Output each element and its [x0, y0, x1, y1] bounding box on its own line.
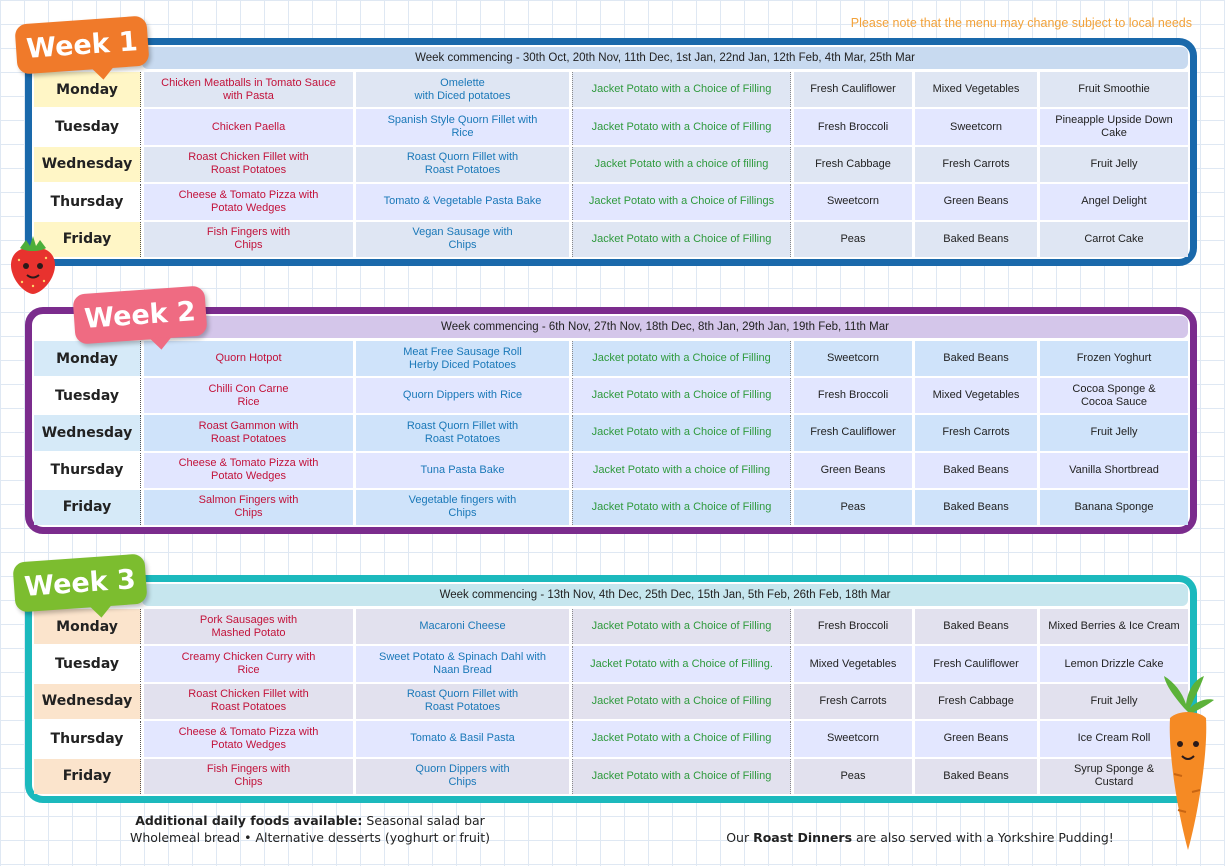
side-vegetable-cell: Fresh Carrots	[915, 415, 1037, 450]
vegetarian-meal-cell: Tomato & Vegetable Pasta Bake	[356, 184, 569, 219]
day-label: Monday	[34, 609, 141, 644]
day-label: Friday	[34, 759, 141, 794]
side-vegetable-cell: Baked Beans	[915, 453, 1037, 488]
carrot-icon	[1158, 674, 1216, 852]
additional-foods-note	[75, 812, 545, 846]
dessert-cell: Mixed Berries & Ice Cream	[1040, 609, 1188, 644]
week-2-menu	[25, 307, 1197, 534]
dessert-cell: Lemon Drizzle Cake	[1040, 646, 1188, 681]
side-vegetable-cell: Baked Beans	[915, 341, 1037, 376]
day-label: Thursday	[34, 184, 141, 219]
side-vegetable-cell: Baked Beans	[915, 490, 1037, 525]
week-3-commencing: Week commencing - 13th Nov, 4th Dec, 25th Dec, 15th Jan, 5th Feb, 26th Feb, 18th Mar	[142, 584, 1188, 606]
vegetable-cell: Fresh Broccoli	[794, 109, 912, 144]
jacket-potato-cell: Jacket Potato with a Choice of Fillings	[572, 184, 791, 219]
vegetable-cell: Fresh Cauliflower	[794, 415, 912, 450]
day-label: Monday	[34, 72, 141, 107]
week-2-grid	[34, 341, 1188, 525]
additional-foods-line2: Wholemeal bread • Alternative desserts (yoghurt or fruit)	[129, 830, 491, 845]
week-1-commencing: Week commencing - 30th Oct, 20th Nov, 11th Dec, 1st Jan, 22nd Jan, 12th Feb, 4th Mar, 25th Mar	[142, 47, 1188, 69]
day-label: Friday	[34, 490, 141, 525]
vegetarian-meal-cell: Roast Quorn Fillet with Roast Potatoes	[356, 147, 569, 182]
additional-foods-line1: Seasonal salad bar	[362, 813, 485, 828]
main-meal-cell: Chilli Con Carne Rice	[144, 378, 353, 413]
roast-note-prefix: Our	[726, 830, 754, 845]
dessert-cell: Fruit Jelly	[1040, 415, 1188, 450]
main-meal-cell: Roast Chicken Fillet with Roast Potatoes	[144, 147, 353, 182]
vegetable-cell: Fresh Broccoli	[794, 609, 912, 644]
main-meal-cell: Cheese & Tomato Pizza with Potato Wedges	[144, 721, 353, 756]
side-vegetable-cell: Baked Beans	[915, 222, 1037, 257]
main-meal-cell: Creamy Chicken Curry with Rice	[144, 646, 353, 681]
vegetable-cell: Fresh Cabbage	[794, 147, 912, 182]
vegetarian-meal-cell: Roast Quorn Fillet with Roast Potatoes	[356, 684, 569, 719]
week-3-menu	[25, 575, 1197, 803]
week-1-badge	[14, 15, 149, 74]
roast-dinner-note	[640, 830, 1200, 845]
jacket-potato-cell: Jacket Potato with a choice of Filling	[572, 453, 791, 488]
vegetarian-meal-cell: Roast Quorn Fillet with Roast Potatoes	[356, 415, 569, 450]
main-meal-cell: Salmon Fingers with Chips	[144, 490, 353, 525]
dessert-cell: Vanilla Shortbread	[1040, 453, 1188, 488]
side-vegetable-cell: Mixed Vegetables	[915, 378, 1037, 413]
day-label: Tuesday	[34, 109, 141, 144]
vegetarian-meal-cell: Vegetable fingers with Chips	[356, 490, 569, 525]
day-label: Tuesday	[34, 646, 141, 681]
vegetable-cell: Fresh Cauliflower	[794, 72, 912, 107]
dessert-cell: Cocoa Sponge & Cocoa Sauce	[1040, 378, 1188, 413]
week-3-label: Week 3	[23, 563, 137, 603]
side-vegetable-cell: Green Beans	[915, 721, 1037, 756]
main-meal-cell: Fish Fingers with Chips	[144, 759, 353, 794]
vegetarian-meal-cell: Tomato & Basil Pasta	[356, 721, 569, 756]
additional-foods-label: Additional daily foods available:	[135, 813, 363, 828]
main-meal-cell: Cheese & Tomato Pizza with Potato Wedges	[144, 184, 353, 219]
main-meal-cell: Quorn Hotpot	[144, 341, 353, 376]
vegetarian-meal-cell: Quorn Dippers with Chips	[356, 759, 569, 794]
week-3-grid	[34, 609, 1188, 794]
week-1-menu	[25, 38, 1197, 266]
main-meal-cell: Cheese & Tomato Pizza with Potato Wedges	[144, 453, 353, 488]
vegetable-cell: Fresh Broccoli	[794, 378, 912, 413]
side-vegetable-cell: Fresh Cabbage	[915, 684, 1037, 719]
main-meal-cell: Chicken Meatballs in Tomato Sauce with Pasta	[144, 72, 353, 107]
day-label: Thursday	[34, 721, 141, 756]
week-2-label: Week 2	[83, 295, 197, 335]
day-label: Tuesday	[34, 378, 141, 413]
jacket-potato-cell: Jacket Potato with a Choice of Filling	[572, 721, 791, 756]
dessert-cell: Fruit Jelly	[1040, 684, 1188, 719]
week-3-badge	[12, 553, 147, 612]
roast-note-bold: Roast Dinners	[753, 830, 853, 845]
jacket-potato-cell: Jacket Potato with a Choice of Filling	[572, 378, 791, 413]
jacket-potato-cell: Jacket Potato with a Choice of Filling	[572, 609, 791, 644]
week-2-commencing: Week commencing - 6th Nov, 27th Nov, 18th Dec, 8th Jan, 29th Jan, 19th Feb, 11th Mar	[142, 316, 1188, 338]
week-1-grid	[34, 72, 1188, 257]
main-meal-cell: Pork Sausages with Mashed Potato	[144, 609, 353, 644]
vegetable-cell: Sweetcorn	[794, 184, 912, 219]
dessert-cell: Angel Delight	[1040, 184, 1188, 219]
dessert-cell: Fruit Smoothie	[1040, 72, 1188, 107]
main-meal-cell: Chicken Paella	[144, 109, 353, 144]
dessert-cell: Syrup Sponge & Custard	[1040, 759, 1188, 794]
vegetarian-meal-cell: Quorn Dippers with Rice	[356, 378, 569, 413]
jacket-potato-cell: Jacket Potato with a Choice of Filling.	[572, 646, 791, 681]
vegetable-cell: Green Beans	[794, 453, 912, 488]
jacket-potato-cell: Jacket Potato with a Choice of Filling	[572, 109, 791, 144]
dessert-cell: Fruit Jelly	[1040, 147, 1188, 182]
vegetarian-meal-cell: Vegan Sausage with Chips	[356, 222, 569, 257]
side-vegetable-cell: Mixed Vegetables	[915, 72, 1037, 107]
main-meal-cell: Roast Chicken Fillet with Roast Potatoes	[144, 684, 353, 719]
roast-note-suffix: are also served with a Yorkshire Pudding!	[852, 830, 1114, 845]
vegetable-cell: Sweetcorn	[794, 721, 912, 756]
jacket-potato-cell: Jacket Potato with a choice of filling	[572, 147, 791, 182]
menu-change-note: Please note that the menu may change subject to local needs	[850, 16, 1192, 30]
day-label: Friday	[34, 222, 141, 257]
vegetarian-meal-cell: Tuna Pasta Bake	[356, 453, 569, 488]
strawberry-icon	[6, 234, 60, 296]
vegetarian-meal-cell: Spanish Style Quorn Fillet with Rice	[356, 109, 569, 144]
dessert-cell: Ice Cream Roll	[1040, 721, 1188, 756]
week-2-badge	[72, 285, 207, 344]
side-vegetable-cell: Fresh Cauliflower	[915, 646, 1037, 681]
side-vegetable-cell: Green Beans	[915, 184, 1037, 219]
vegetable-cell: Peas	[794, 222, 912, 257]
dessert-cell: Banana Sponge	[1040, 490, 1188, 525]
jacket-potato-cell: Jacket Potato with a Choice of Filling	[572, 684, 791, 719]
vegetable-cell: Mixed Vegetables	[794, 646, 912, 681]
week-1-label: Week 1	[25, 25, 139, 65]
main-meal-cell: Roast Gammon with Roast Potatoes	[144, 415, 353, 450]
jacket-potato-cell: Jacket Potato with a Choice of Filling	[572, 222, 791, 257]
jacket-potato-cell: Jacket Potato with a Choice of Filling	[572, 72, 791, 107]
vegetarian-meal-cell: Macaroni Cheese	[356, 609, 569, 644]
vegetable-cell: Peas	[794, 490, 912, 525]
jacket-potato-cell: Jacket Potato with a Choice of Filling	[572, 415, 791, 450]
jacket-potato-cell: Jacket Potato with a Choice of Filling	[572, 490, 791, 525]
day-label: Thursday	[34, 453, 141, 488]
dessert-cell: Carrot Cake	[1040, 222, 1188, 257]
vegetarian-meal-cell: Omelette with Diced potatoes	[356, 72, 569, 107]
main-meal-cell: Fish Fingers with Chips	[144, 222, 353, 257]
day-label: Wednesday	[34, 147, 141, 182]
side-vegetable-cell: Fresh Carrots	[915, 147, 1037, 182]
vegetable-cell: Peas	[794, 759, 912, 794]
dessert-cell: Frozen Yoghurt	[1040, 341, 1188, 376]
day-label: Monday	[34, 341, 141, 376]
vegetable-cell: Sweetcorn	[794, 341, 912, 376]
jacket-potato-cell: Jacket Potato with a Choice of Filling	[572, 759, 791, 794]
dessert-cell: Pineapple Upside Down Cake	[1040, 109, 1188, 144]
day-label: Wednesday	[34, 415, 141, 450]
vegetarian-meal-cell: Sweet Potato & Spinach Dahl with Naan Bread	[356, 646, 569, 681]
jacket-potato-cell: Jacket potato with a Choice of Filling	[572, 341, 791, 376]
side-vegetable-cell: Baked Beans	[915, 759, 1037, 794]
side-vegetable-cell: Baked Beans	[915, 609, 1037, 644]
vegetarian-meal-cell: Meat Free Sausage Roll Herby Diced Potatoes	[356, 341, 569, 376]
vegetable-cell: Fresh Carrots	[794, 684, 912, 719]
day-label: Wednesday	[34, 684, 141, 719]
side-vegetable-cell: Sweetcorn	[915, 109, 1037, 144]
